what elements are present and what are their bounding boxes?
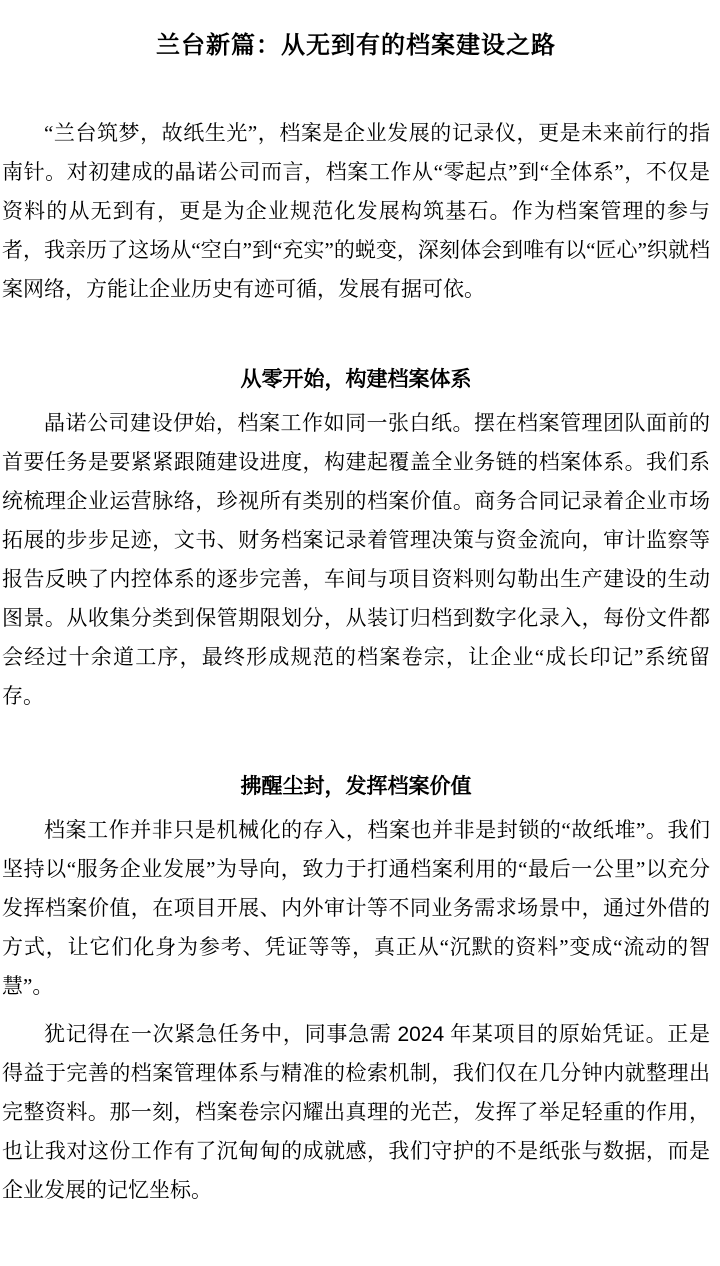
document-title: 兰台新篇：从无到有的档案建设之路	[156, 32, 556, 59]
year-2024-text: 2024	[397, 1023, 445, 1046]
anecdote-text-before: 犹记得在一次紧急任务中，同事急需	[44, 1022, 398, 1046]
anecdote-text-after: 年某项目的原始凭证。正是得益于完善的档案管理体系与精准的检索机制，我们仅在几分钟内就整理出完整资料。那一刻，档案卷宗闪耀出真理的光芒，发挥了举足轻重的作用，也让我对这份工作有了沉甸甸的成就感，我们守护的不是纸张与数据，而是企业发展的记忆坐标。	[2, 1022, 711, 1202]
section-heading-archive-value: 拂醒尘封，发挥档案价值	[240, 775, 472, 798]
section-1-paragraph: 晶诺公司建设伊始，档案工作如同一张白纸。摆在档案管理团队面前的首要任务是要紧紧跟随建设进度，构建起覆盖全业务链的档案体系。我们系统梳理企业运营脉络，珍视所有类别的档案价值。商务合同记录着企业市场拓展的步步足迹，文书、财务档案记录着管理决策与资金流向，审计监察等报告反映了内控体系的逐步完善，车间与项目资料则勾勒出生产建设的生动图景。从收集分类到保管期限划分，从装订归档到数字化录入，每份文件都会经过十余道工序，最终形成规范的档案卷宗，让企业“成长印记”系统留存。	[2, 411, 710, 708]
section-2-paragraph-1: 档案工作并非只是机械化的存入，档案也并非是封锁的“故纸堆”。我们坚持以“服务企业发展”为导向，致力于打通档案利用的“最后一公里”以充分发挥档案价值，在项目开展、内外审计等不同业务需求场景中，通过外借的方式，让它们化身为参考、凭证等等，真正从“沉默的资料”变成“流动的智慧”。	[2, 818, 710, 998]
section-2-paragraph-2	[2, 1015, 710, 1210]
section-heading-build-archive-system: 从零开始，构建档案体系	[240, 368, 472, 391]
intro-paragraph: “兰台筑梦，故纸生光”，档案是企业发展的记录仪，更是未来前行的指南针。对初建成的晶诺公司而言，档案工作从“零起点”到“全体系”，不仅是资料的从无到有，更是为企业规范化发展构筑基石。作为档案管理的参与者，我亲历了这场从“空白”到“充实”的蜕变，深刻体会到唯有以“匠心”织就档案网络，方能让企业历史有迹可循，发展有据可依。	[2, 121, 710, 301]
